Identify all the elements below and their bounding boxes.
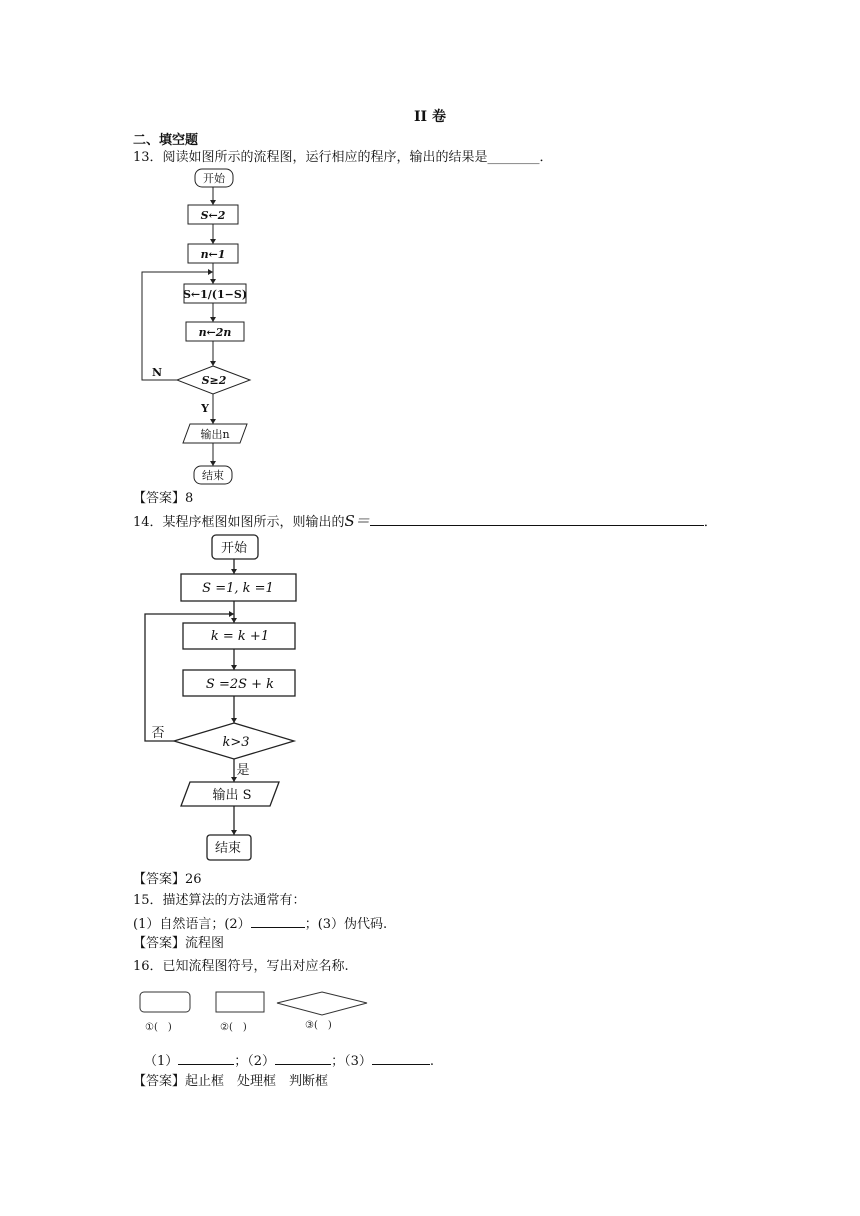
q14-start-label: 开始 bbox=[220, 541, 248, 556]
q16-blank-prefix-3: ；（3） bbox=[331, 1054, 372, 1069]
q14-decision-label: k>3 bbox=[222, 735, 250, 750]
terminal-symbol bbox=[140, 992, 190, 1012]
q13-end-label: 结束 bbox=[202, 469, 224, 482]
q16-blank-1 bbox=[178, 1052, 234, 1065]
section-title: 二、填空题 bbox=[133, 133, 199, 148]
q16-symbol-label-2: ②( ) bbox=[220, 1022, 247, 1033]
q15-line-b: ；(3）伪代码. bbox=[304, 917, 388, 932]
decision-symbol bbox=[277, 992, 367, 1015]
q13-step1-label: S←2 bbox=[200, 209, 226, 222]
q13-step4-label: n←2n bbox=[198, 326, 232, 339]
q14-yes-label: 是 bbox=[236, 763, 250, 778]
q13-step2-label: n←1 bbox=[200, 248, 226, 261]
q14-end-label: 结束 bbox=[214, 841, 242, 856]
volume-title: II 卷 bbox=[414, 109, 446, 125]
q16-blanks-line bbox=[144, 1052, 434, 1070]
q14-output-label: 输出 S bbox=[212, 788, 252, 803]
q16-blank-prefix-1: （1） bbox=[144, 1054, 179, 1069]
q16-symbol-label-3: ③( ) bbox=[305, 1020, 332, 1031]
q15-answer: 【答案】流程图 bbox=[133, 936, 225, 951]
q14-question-var: S＝ bbox=[344, 512, 370, 530]
q13-decision-label: S≥2 bbox=[201, 374, 227, 387]
q14-question-prefix: 14．某程序框图如图所示，则输出的 bbox=[133, 515, 345, 530]
q16-blank-2 bbox=[275, 1052, 331, 1065]
process-symbol bbox=[216, 992, 264, 1012]
q13-step3-label: S←1/(1−S) bbox=[182, 288, 248, 301]
q14-step2-label: S =2S + k bbox=[205, 677, 275, 692]
q16-symbol-label-1: ①( ) bbox=[145, 1022, 172, 1033]
q16-question: 16．已知流程图符号，写出对应名称. bbox=[133, 959, 349, 974]
q14-init-label: S =1, k =1 bbox=[202, 581, 274, 596]
q13-start-label: 开始 bbox=[203, 172, 225, 185]
q14-step1-label: k = k +1 bbox=[210, 629, 270, 644]
q15-question: 15．描述算法的方法通常有： bbox=[133, 893, 306, 908]
q14-question-suffix: ． bbox=[703, 515, 717, 530]
q13-answer: 【答案】8 bbox=[133, 491, 194, 506]
q16-answer: 【答案】起止框 处理框 判断框 bbox=[133, 1074, 329, 1089]
q16-blank-end: . bbox=[429, 1054, 434, 1069]
q16-blank-prefix-2: ；（2） bbox=[234, 1054, 276, 1069]
q13-yes-label: Y bbox=[201, 402, 209, 415]
q16-blank-3 bbox=[372, 1052, 430, 1065]
q15-line-a: (1）自然语言；(2） bbox=[133, 917, 251, 932]
q13-question: 13．阅读如图所示的流程图，运行相应的程序，输出的结果是________． bbox=[133, 150, 553, 165]
q13-output-label: 输出n bbox=[200, 428, 230, 441]
q14-answer: 【答案】26 bbox=[133, 872, 202, 887]
q14-no-label: 否 bbox=[151, 726, 165, 741]
q13-no-label: N bbox=[151, 366, 163, 379]
